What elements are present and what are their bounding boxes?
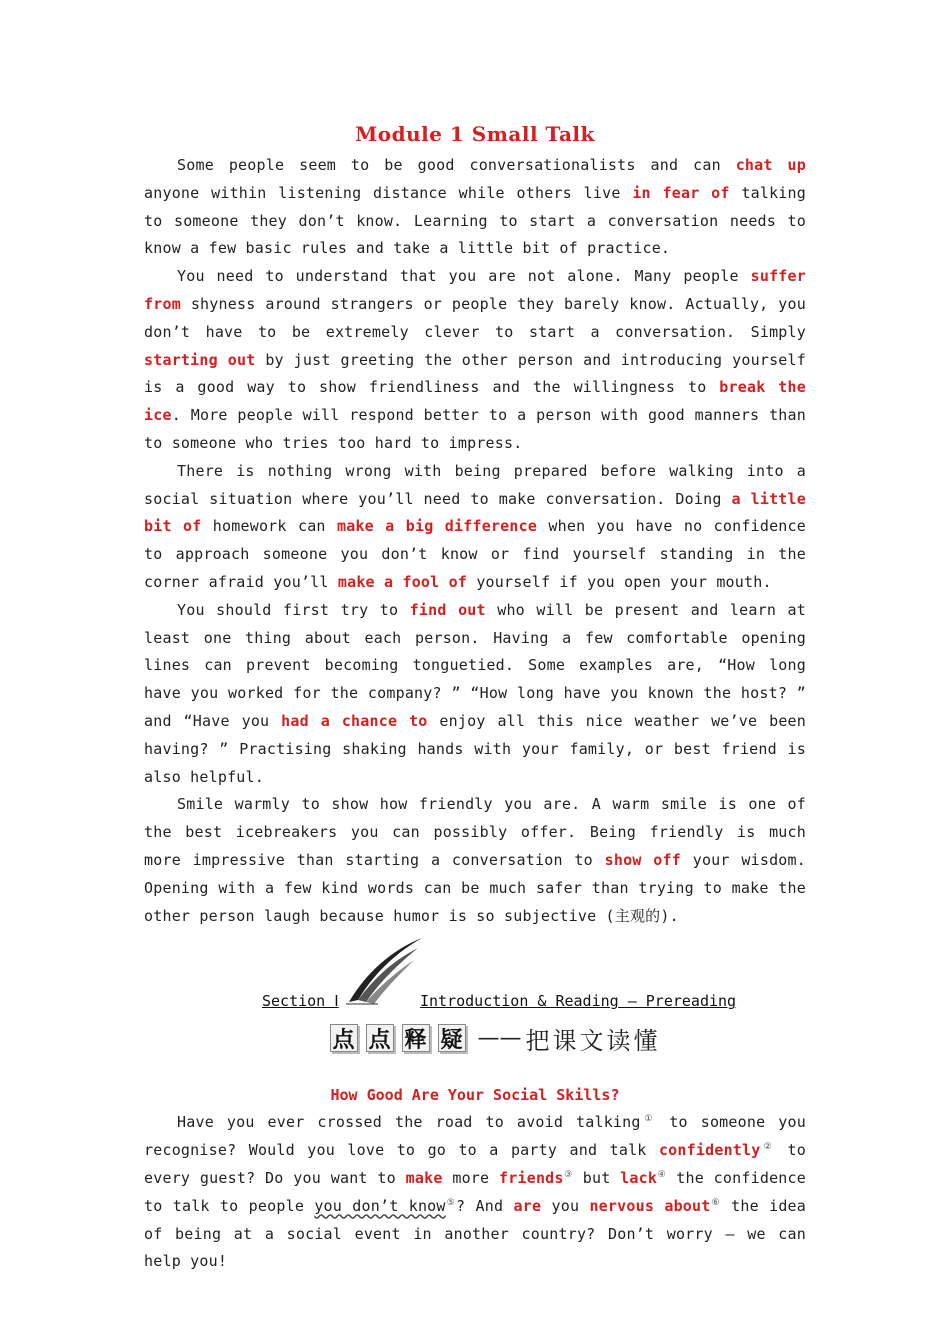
banner: [144, 1016, 806, 1060]
text-run: by just greeting the other person and introducing yourself is a good way to show friendliness and the willingness to: [144, 350, 806, 397]
key-phrase: had a chance to: [281, 711, 428, 730]
key-phrase: in fear of: [632, 183, 730, 202]
text-run: talking to someone they don’t know. Learning to start a conversation needs to know a few basic rules and take a little bit of practice.: [144, 183, 806, 258]
note-marker: ①: [640, 1114, 657, 1125]
key-phrase: find out: [409, 600, 486, 619]
document-body: [144, 118, 806, 1276]
banner-char: 疑: [438, 1024, 466, 1052]
note-marker: ⑥: [710, 1197, 721, 1208]
text-run: Have you ever crossed the road to avoid talking: [177, 1113, 641, 1132]
text-run: yourself if you open your mouth.: [467, 572, 772, 591]
section-title: Introduction & Reading — Prereading: [420, 992, 737, 1011]
key-phrase: starting out: [144, 350, 256, 369]
text-run: enjoy all this nice weather we’ve been having? ” Practising shaking hands with your family, or best friend is also helpful.: [144, 711, 807, 786]
section-header: [144, 936, 806, 1016]
banner-char: 点: [330, 1024, 358, 1052]
note-marker: ⑤: [445, 1197, 457, 1208]
paragraph: [144, 458, 806, 597]
key-phrase: show off: [604, 850, 681, 869]
text-run: when you have no confidence to approach someone you don’t know or find yourself standing in the corner afraid you’ll: [144, 517, 806, 591]
text-run: to someone you recognise? Would you love to go to a party and talk: [144, 1113, 806, 1160]
section-number: Section Ⅰ: [262, 992, 339, 1011]
reading-title: How Good Are Your Social Skills?: [330, 1086, 620, 1105]
swoosh-icon: [344, 936, 424, 1006]
key-phrase: friends: [499, 1168, 564, 1187]
key-phrase: a little bit of: [144, 489, 806, 536]
banner-dash: ——: [477, 1025, 522, 1051]
wavy-underlined-text: you don’t know: [314, 1196, 446, 1215]
paragraph: [144, 791, 806, 930]
text-run: more: [442, 1168, 500, 1187]
key-phrase: make a big difference: [336, 517, 538, 536]
text-run: but: [572, 1168, 621, 1187]
module-title: Module 1 Small Talk: [355, 122, 595, 146]
key-phrase: chat up: [735, 156, 806, 174]
text-run: the idea of being at a social event in another country? Don’t worry — we can help you!: [144, 1196, 807, 1271]
text-run: ? And: [456, 1196, 514, 1215]
passage: [144, 152, 806, 930]
reading-paragraph: [144, 1109, 806, 1276]
text-run: . More people will respond better to a person with good manners than to someone who tries too hard to impress.: [144, 406, 806, 452]
note-marker: ②: [760, 1142, 776, 1153]
banner-text: 把课文读懂: [525, 1026, 661, 1055]
banner-char: 释: [402, 1024, 430, 1052]
paragraph: [144, 597, 806, 792]
text-run: anyone within listening distance while others live: [144, 183, 633, 202]
banner-char: 点: [366, 1024, 394, 1052]
text-run: You need to understand that you are not alone. Many people: [177, 267, 751, 286]
paragraph: [144, 263, 806, 458]
text-run: Some people seem to be good conversationalists and can: [177, 156, 736, 174]
text-run: shyness around strangers or people they barely know. Actually, you don’t have to be extremely clever to start a conversation. Simply: [144, 294, 806, 341]
text-run: Smile warmly to show how friendly you are. A warm smile is one of the best icebreakers you can possibly offer. Being friendly is much more impressive than starting a conversation to: [144, 795, 806, 869]
key-phrase: make a fool of: [337, 572, 468, 591]
note-marker: ④: [657, 1169, 667, 1180]
text-run: the confidence to talk to people: [144, 1168, 806, 1215]
note-marker: ③: [563, 1169, 573, 1180]
text-run: You should first try to: [177, 600, 410, 619]
key-phrase: nervous about: [589, 1196, 711, 1215]
text-run: homework can: [201, 517, 337, 536]
key-phrase: make: [405, 1168, 443, 1187]
text-run: your wisdom. Opening with a few kind words can be much safer than trying to make the other person laugh because humor is so subjective (主观的).: [144, 850, 806, 925]
key-phrase: confidently: [658, 1141, 761, 1160]
key-phrase: break the ice: [144, 378, 807, 425]
text-run: you: [541, 1196, 590, 1215]
text-run: to every guest? Do you want to: [144, 1141, 806, 1187]
paragraph: [144, 152, 806, 263]
key-phrase: are: [513, 1196, 542, 1215]
key-phrase: lack: [620, 1168, 658, 1187]
text-run: who will be present and learn at least one thing about each person. Having a few comfortable opening lines can prevent becoming tonguetied. Some examples are, “How long have you worked for the company? ” “How long have you known the host? ” and “Have you: [144, 600, 806, 730]
text-run: There is nothing wrong with being prepared before walking into a social situation where you’ll need to make conversation. Doing: [144, 461, 806, 508]
key-phrase: suffer from: [144, 267, 806, 313]
